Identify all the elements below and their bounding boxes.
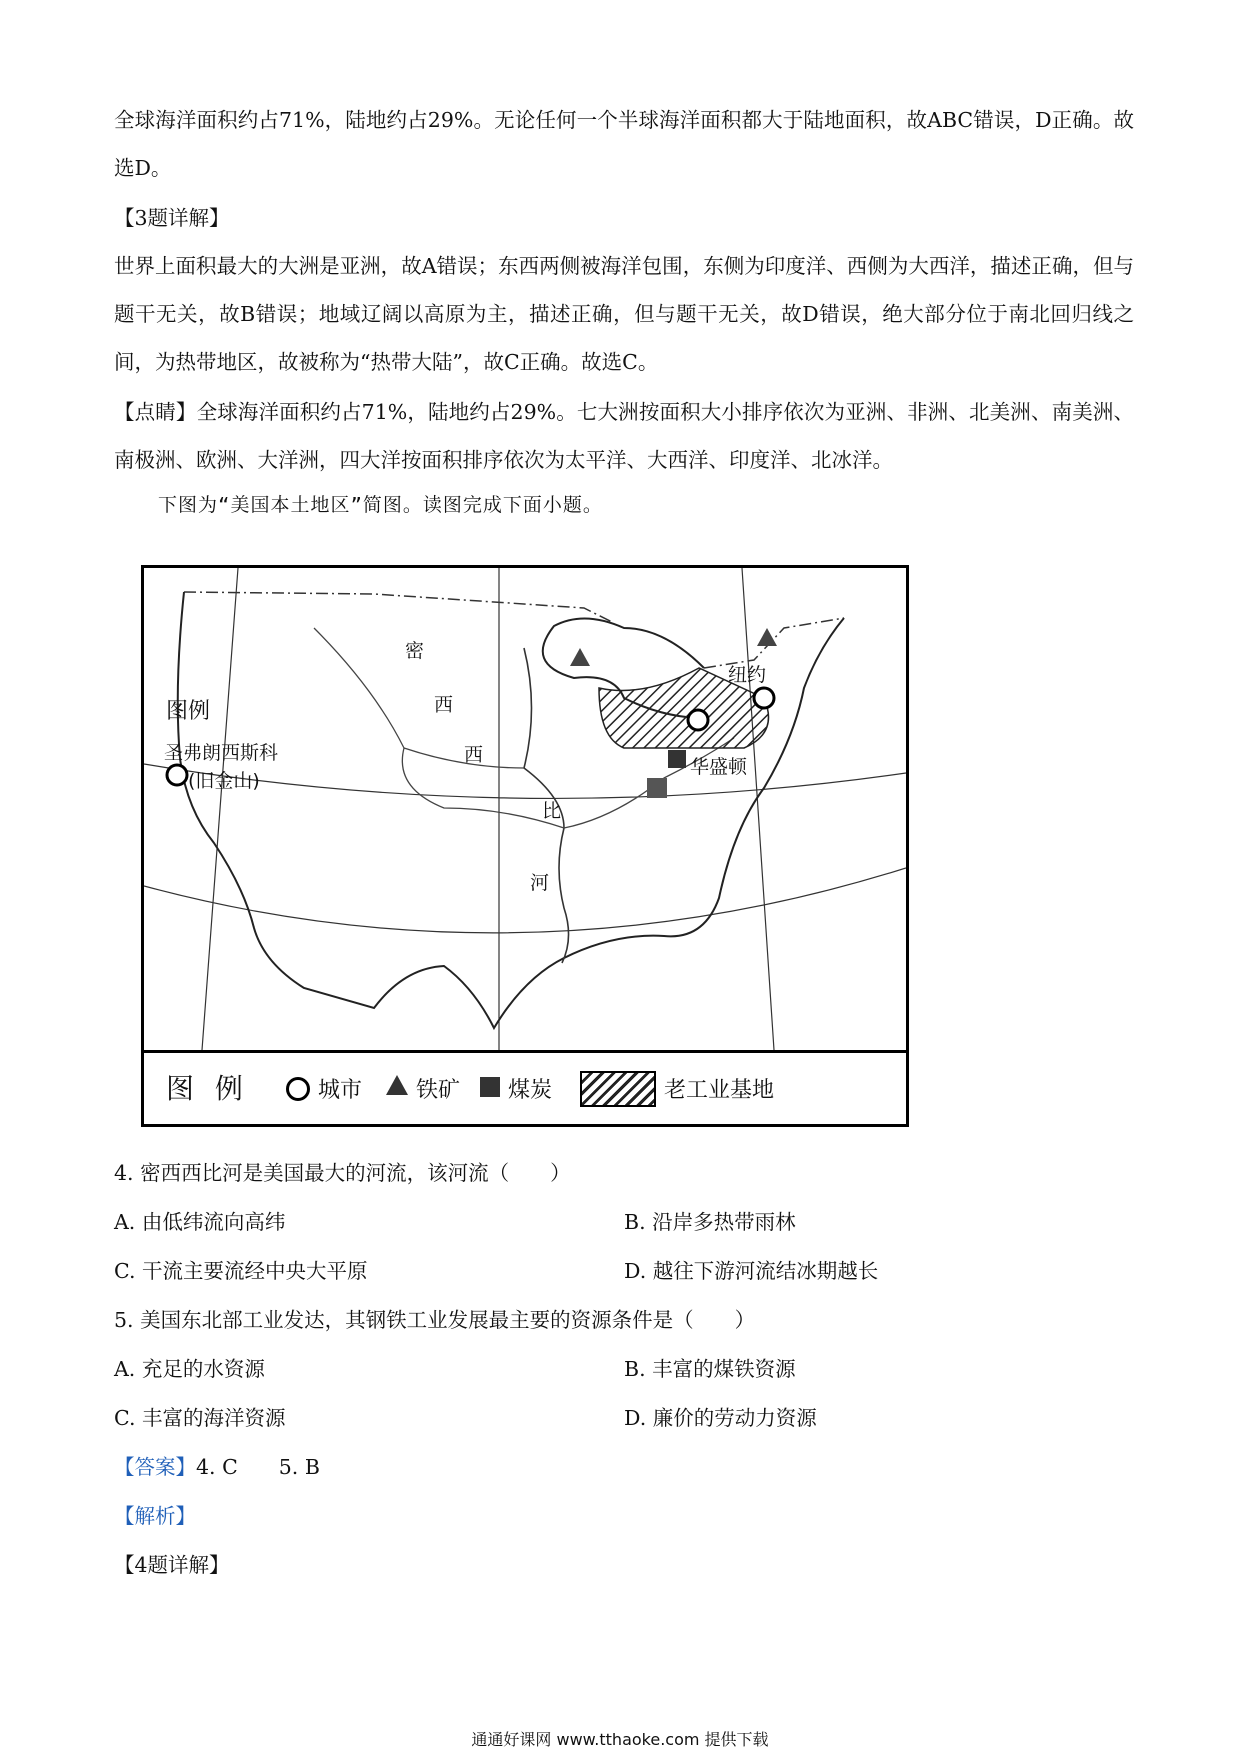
option-5b: B. 丰富的煤铁资源 <box>624 1357 796 1381</box>
paragraph-q3-detail: 世界上面积最大的大洲是亚洲，故A错误；东西两侧被海洋包围，东侧为印度洋、西侧为大西洋，描述正确，但与题干无关，故B错误；地域辽阔以高原为主，描述正确，但与题干无关，故D错误，绝大部分位于南北回归线之间，为热带地区，故被称为“热带大陆”，故C正确。故选C。 <box>114 254 1134 374</box>
option-5d: D. 廉价的劳动力资源 <box>624 1406 817 1430</box>
map-label-mi4: 比 <box>542 800 562 822</box>
graticule-lines <box>144 568 906 1050</box>
map-label-sf2: (旧金山) <box>188 770 260 792</box>
map-legend <box>144 1050 906 1124</box>
question-4: 4. 密西西比河是美国最大的河流，该河流（ ） <box>114 1161 571 1185</box>
legend-coal-symbol <box>480 1077 500 1097</box>
coal-marker <box>647 778 667 798</box>
map-label-mi2: 西 <box>434 694 454 716</box>
analysis-label: 【解析】 <box>114 1504 196 1528</box>
us-map-drawing <box>144 568 906 1050</box>
paragraph-ocean-area: 全球海洋面积约占71%，陆地约占29%。无论任何一个半球海洋面积都大于陆地面积，故ABC错误，D正确。故选D。 <box>114 108 1134 180</box>
dianjing-text: 全球海洋面积约占71%，陆地约占29%。七大洲按面积大小排序依次为亚洲、非洲、北美洲、南美洲、南极洲、欧洲、大洋洲，四大洋按面积排序依次为太平洋、大西洋、印度洋、北冰洋。 <box>114 400 1134 472</box>
legend-iron-label: 铁矿 <box>416 1078 461 1103</box>
heading-q4-detail: 【4题详解】 <box>114 1553 230 1577</box>
legend-coal-label: 煤炭 <box>508 1078 553 1103</box>
legend-hatch-label: 老工业基地 <box>664 1078 775 1103</box>
question-5: 5. 美国东北部工业发达，其钢铁工业发展最主要的资源条件是（ ） <box>114 1308 756 1332</box>
map-label-sf: 圣弗朗西斯科 <box>164 742 279 764</box>
us-outline <box>178 592 844 1028</box>
legend-title: 图 例 <box>166 1072 249 1105</box>
iron-mine-marker <box>757 628 777 646</box>
heading-q3-detail: 【3题详解】 <box>114 206 230 230</box>
legend-hatch-symbol <box>580 1071 656 1107</box>
legend-city-label: 城市 <box>318 1078 363 1103</box>
city-marker-mid <box>688 710 708 730</box>
us-map-figure <box>141 565 909 1127</box>
option-5c: C. 丰富的海洋资源 <box>114 1406 286 1430</box>
legend-city-symbol <box>286 1077 310 1101</box>
dianjing-label: 【点睛】 <box>114 400 197 424</box>
option-4a: A. 由低纬流向高纬 <box>114 1210 286 1234</box>
option-4b: B. 沿岸多热带雨林 <box>624 1210 796 1234</box>
map-label-ny: 纽约 <box>728 664 767 686</box>
legend-iron-symbol <box>386 1075 408 1095</box>
option-4d: D. 越往下游河流结冰期越长 <box>624 1259 879 1283</box>
answer-line <box>114 1450 320 1480</box>
map-label-dc: 华盛顿 <box>690 756 748 778</box>
map-label-mi5: 河 <box>530 872 550 894</box>
page-footer: 通通好课网 www.tthaoke.com 提供下载 <box>471 1730 769 1749</box>
answer-label: 【答案】 <box>114 1455 196 1479</box>
city-marker-ny <box>754 688 774 708</box>
paragraph-dianjing <box>114 388 1134 484</box>
answer-text: 4. C 5. B <box>196 1455 320 1479</box>
map-label-mi3: 西 <box>464 744 484 766</box>
iron-mine-marker <box>570 648 590 666</box>
map-label-mi1: 密 <box>405 640 425 662</box>
city-marker-sf <box>167 765 187 785</box>
option-5a: A. 充足的水资源 <box>114 1357 265 1381</box>
coal-marker <box>668 750 686 768</box>
map-intro: 下图为“美国本土地区”简图。读图完成下面小题。 <box>158 494 603 516</box>
option-4c: C. 干流主要流经中央大平原 <box>114 1259 368 1283</box>
map-label-tuli: 图例 <box>166 699 211 724</box>
us-canada-border <box>184 592 844 668</box>
